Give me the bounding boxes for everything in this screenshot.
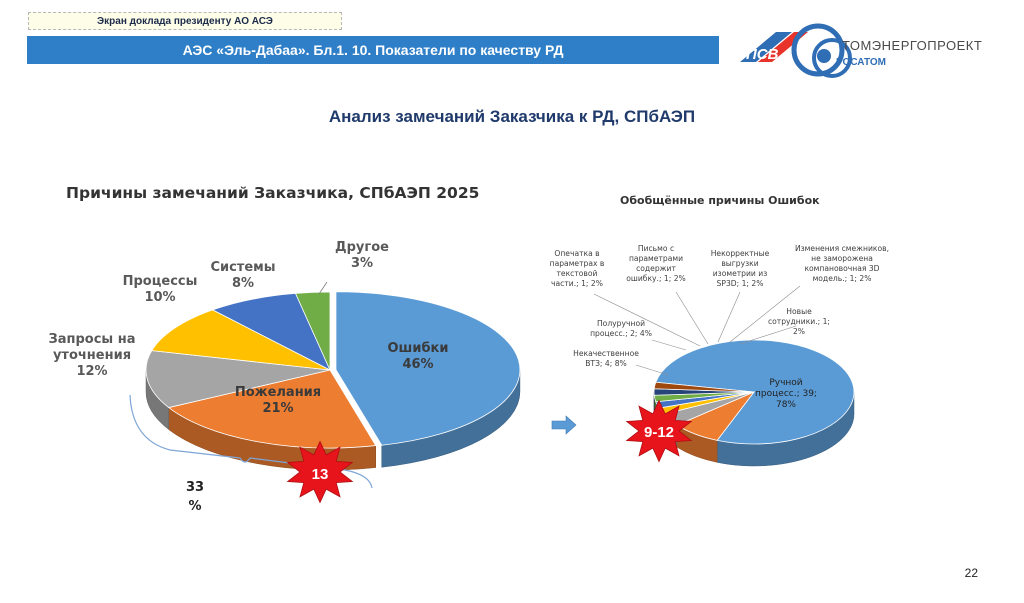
left-pie-label-5: Другое 3% bbox=[335, 240, 389, 271]
logo-mark: ПСВ bbox=[746, 46, 779, 63]
left-pie-chart bbox=[146, 292, 520, 470]
slide-subtitle: Анализ замечаний Заказчика к РД, СПбАЭП bbox=[328, 107, 696, 126]
right-pie-label-5: Некорректные выгрузки изометрии из SP3D; 1; 2% bbox=[710, 249, 770, 288]
right-pie-label-7: Новые сотрудники.; 1; 2% bbox=[767, 307, 831, 336]
right-pie-label-6: Изменения смежников, не заморожена компановочная 3D модель.; 1; 2% bbox=[794, 244, 890, 283]
right-pie-label-4: Письмо с параметрами содержит ошибку.; 1; 2% bbox=[626, 244, 686, 283]
slide-title-bar: АЭС «Эль-Дабаа». Бл.1. 10. Показатели по качеству РД bbox=[27, 36, 719, 64]
left-pie-label-4: Системы 8% bbox=[210, 260, 276, 291]
left-chart-title: Причины замечаний Заказчика, СПбАЭП 2025 bbox=[66, 184, 480, 202]
left-pie-label-3: Процессы 10% bbox=[122, 274, 198, 305]
burst-label-right: 9-12 bbox=[643, 424, 675, 441]
brace-total-number: 33 bbox=[185, 480, 205, 495]
right-pie-label-2: Полуручной процесс.; 2; 4% bbox=[590, 319, 652, 338]
logo-sub: РОСАТОМ bbox=[836, 57, 886, 68]
left-pie-label-0: Ошибки 46% bbox=[387, 341, 449, 372]
right-pie-leader-4 bbox=[676, 292, 708, 344]
logo-text: ТОМЭНЕРГОПРОЕКТ bbox=[842, 38, 983, 53]
left-pie-label-2: Запросы на уточнения 12% bbox=[48, 332, 136, 379]
right-pie-label-3: Опечатка в параметрах в текстовой части.; 1; 2% bbox=[549, 249, 605, 288]
left-pie-label-1: Пожелания 21% bbox=[234, 385, 322, 416]
right-pie-label-1: Некачественное ВТЗ; 4; 8% bbox=[573, 349, 639, 368]
arrow-icon bbox=[552, 416, 576, 434]
right-pie-leader-5 bbox=[718, 292, 740, 342]
right-chart-title: Обобщённые причины Ошибок bbox=[620, 194, 820, 207]
right-pie-leader-2 bbox=[652, 340, 686, 350]
brace-total-percent bbox=[174, 478, 216, 516]
page-number: 22 bbox=[964, 566, 978, 580]
right-pie-chart bbox=[654, 340, 854, 466]
right-pie-label-0: Ручной процесс.; 39; 78% bbox=[755, 378, 817, 410]
brace-total-sign: % bbox=[188, 499, 202, 514]
burst-label-left: 13 bbox=[311, 466, 329, 483]
report-screen-note: Экран доклада президенту АО АСЭ bbox=[28, 12, 342, 30]
